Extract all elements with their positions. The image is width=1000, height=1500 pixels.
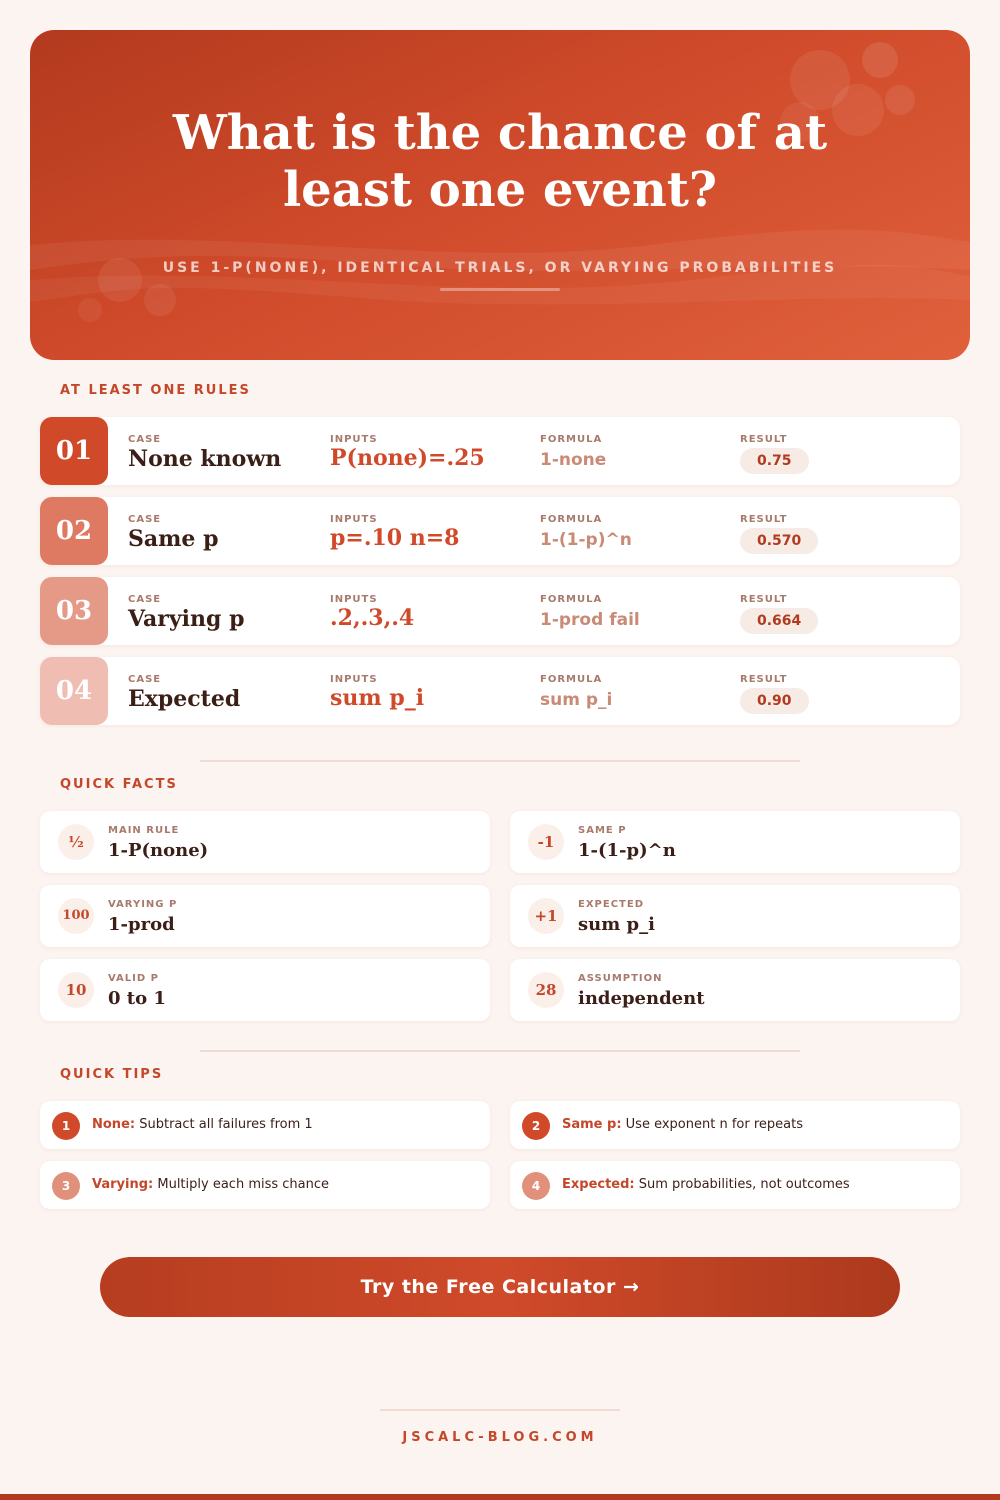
bottom-accent-bar — [0, 1494, 1000, 1500]
twenty-eight-icon: 28 — [528, 972, 564, 1008]
footer-site-link[interactable]: JSCALC-BLOG.COM — [402, 1430, 598, 1445]
rule-number: 02 — [40, 497, 108, 565]
fact-label: VARYING P — [108, 899, 178, 910]
try-calculator-button[interactable]: Try the Free Calculator → — [100, 1257, 900, 1317]
tip-body: Sum probabilities, not outcomes — [634, 1177, 850, 1192]
ten-icon: 10 — [58, 972, 94, 1008]
result-badge: 0.664 — [740, 608, 818, 634]
title-line-1: What is the chance of at — [172, 105, 828, 161]
fact-card — [510, 811, 960, 873]
rule-row — [40, 657, 960, 725]
result-badge: 0.570 — [740, 528, 818, 554]
tip-body: Use exponent n for repeats — [621, 1117, 803, 1132]
tips-heading: QUICK TIPS — [60, 1067, 164, 1082]
tip-card — [510, 1161, 960, 1209]
rules-heading: AT LEAST ONE RULES — [60, 383, 251, 398]
fact-card — [40, 811, 490, 873]
fact-label: VALID P — [108, 973, 160, 984]
rule-number: 03 — [40, 577, 108, 645]
inputs-value: P(none)=.25 — [330, 445, 485, 471]
formula-label: FORMULA — [540, 674, 603, 685]
formula-label: FORMULA — [540, 514, 603, 525]
tip-title: Same p: — [562, 1117, 622, 1132]
formula-label: FORMULA — [540, 434, 603, 445]
tip-card — [40, 1161, 490, 1209]
case-label: CASE — [128, 514, 162, 525]
inputs-label: INPUTS — [330, 514, 378, 525]
tip-number: 3 — [52, 1172, 80, 1200]
tip-number: 4 — [522, 1172, 550, 1200]
result-label: RESULT — [740, 674, 788, 685]
result-label: RESULT — [740, 594, 788, 605]
facts-heading: QUICK FACTS — [60, 777, 178, 792]
rule-row — [40, 577, 960, 645]
tip-title: Varying: — [92, 1177, 154, 1192]
fact-card — [510, 959, 960, 1021]
rule-row — [40, 417, 960, 485]
inputs-label: INPUTS — [330, 434, 378, 445]
tip-text — [92, 1117, 313, 1132]
formula-value: 1-none — [540, 450, 607, 470]
footer-divider — [380, 1409, 620, 1411]
formula-value: 1-(1-p)^n — [540, 530, 632, 550]
tip-title: None: — [92, 1117, 136, 1132]
minus-one-icon: -1 — [528, 824, 564, 860]
inputs-value: .2,.3,.4 — [330, 605, 415, 631]
tip-number: 2 — [522, 1112, 550, 1140]
inputs-label: INPUTS — [330, 594, 378, 605]
inputs-value: sum p_i — [330, 685, 425, 711]
result-label: RESULT — [740, 514, 788, 525]
section-divider — [200, 760, 800, 762]
tip-body: Subtract all failures from 1 — [135, 1117, 313, 1132]
page-title — [30, 105, 970, 219]
title-line-2: least one event? — [282, 162, 718, 218]
result-badge: 0.90 — [740, 688, 809, 714]
tip-title: Expected: — [562, 1177, 635, 1192]
fact-value: 1-P(none) — [108, 840, 209, 861]
fact-value: 0 to 1 — [108, 988, 166, 1009]
tip-text — [562, 1117, 803, 1132]
fact-value: independent — [578, 988, 705, 1009]
fact-label: EXPECTED — [578, 899, 644, 910]
fact-value: sum p_i — [578, 914, 655, 935]
result-badge: 0.75 — [740, 448, 809, 474]
case-value: Varying p — [128, 606, 245, 632]
case-value: Expected — [128, 686, 241, 712]
formula-value: 1-prod fail — [540, 610, 640, 630]
case-label: CASE — [128, 594, 162, 605]
inputs-label: INPUTS — [330, 674, 378, 685]
half-icon: ½ — [58, 824, 94, 860]
section-divider — [200, 1050, 800, 1052]
fact-card — [40, 959, 490, 1021]
rule-row — [40, 497, 960, 565]
hero-subtitle: USE 1-P(NONE), IDENTICAL TRIALS, OR VARYING PROBABILITIES — [162, 260, 838, 276]
fact-card — [510, 885, 960, 947]
plus-one-icon: +1 — [528, 898, 564, 934]
tip-card — [40, 1101, 490, 1149]
case-label: CASE — [128, 674, 162, 685]
case-value: Same p — [128, 526, 219, 552]
case-value: None known — [128, 446, 282, 472]
fact-value: 1-prod — [108, 914, 175, 935]
tip-text — [92, 1177, 329, 1192]
case-label: CASE — [128, 434, 162, 445]
rule-number: 01 — [40, 417, 108, 485]
formula-label: FORMULA — [540, 594, 603, 605]
tip-body: Multiply each miss chance — [153, 1177, 330, 1192]
fact-label: MAIN RULE — [108, 825, 180, 836]
hundred-icon: 100 — [58, 898, 94, 934]
rule-number: 04 — [40, 657, 108, 725]
inputs-value: p=.10 n=8 — [330, 525, 460, 551]
tip-card — [510, 1101, 960, 1149]
result-label: RESULT — [740, 434, 788, 445]
formula-value: sum p_i — [540, 690, 613, 710]
fact-label: SAME P — [578, 825, 627, 836]
fact-label: ASSUMPTION — [578, 973, 663, 984]
hero-underline — [440, 288, 560, 291]
fact-value: 1-(1-p)^n — [578, 840, 676, 861]
tip-text — [562, 1177, 850, 1192]
tip-number: 1 — [52, 1112, 80, 1140]
hero-banner — [30, 30, 970, 360]
fact-card — [40, 885, 490, 947]
